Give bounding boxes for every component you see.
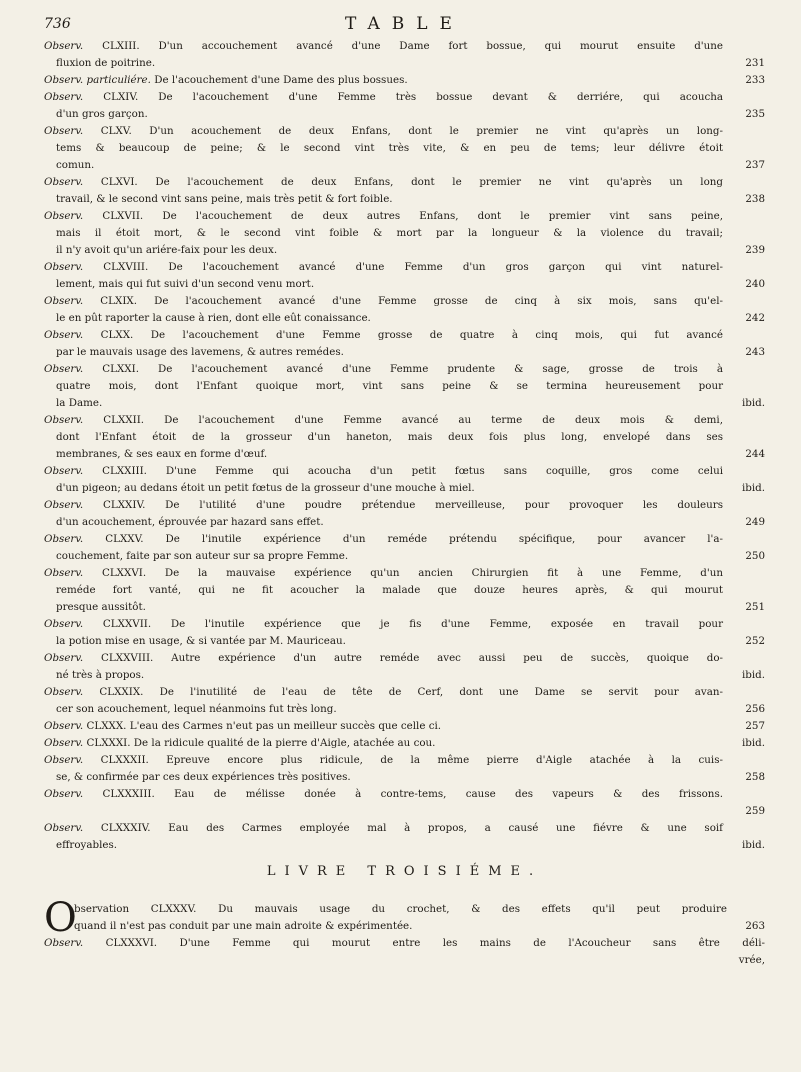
entry-text bbox=[44, 480, 723, 497]
entry-text bbox=[44, 123, 723, 140]
entry-body: né très à propos. bbox=[56, 669, 145, 681]
entry-text bbox=[44, 820, 723, 837]
observation-entry-186 bbox=[44, 935, 765, 952]
table-row bbox=[44, 463, 765, 480]
entry-body: CLXXXII. Epreuve encore plus ridicule, de la même pierre d'Aigle atachée à la cuis- bbox=[83, 754, 723, 766]
entry-page-ref: 240 bbox=[745, 278, 765, 290]
observation-label: Observ. bbox=[44, 533, 84, 545]
entry-body: couchement, faite par son auteur sur sa propre Femme. bbox=[56, 550, 349, 562]
observation-label: Observ. bbox=[44, 414, 84, 426]
entry-text bbox=[44, 378, 723, 395]
observation-label: Observ. bbox=[44, 788, 84, 800]
observation-label: Observ. bbox=[44, 499, 84, 511]
entry-text bbox=[44, 701, 723, 718]
running-head: TABLE bbox=[345, 14, 464, 34]
entry-body: CLXXIX. De l'inutilité de l'eau de tête de Cerf, dont une Dame se servit pour avan- bbox=[83, 686, 723, 698]
table-row bbox=[44, 72, 765, 89]
entry-page-ref: 231 bbox=[745, 57, 765, 69]
entry-body: le en pût raporter la cause à rien, dont elle eût conaissance. bbox=[56, 312, 371, 324]
entry-page-ref: 244 bbox=[745, 448, 765, 460]
table-row bbox=[44, 55, 765, 72]
entry-text bbox=[44, 497, 723, 514]
table-row bbox=[44, 327, 765, 344]
table-row bbox=[44, 208, 765, 225]
table-row bbox=[44, 446, 765, 463]
entry-text bbox=[44, 174, 723, 191]
entry-body bbox=[44, 805, 56, 817]
table-row bbox=[44, 616, 765, 633]
entry-text bbox=[44, 191, 723, 208]
entry-text bbox=[44, 259, 723, 276]
page-number: 736 bbox=[44, 16, 71, 32]
table-row bbox=[44, 378, 765, 395]
table-row bbox=[44, 633, 765, 650]
entry-page-ref: 252 bbox=[745, 635, 765, 647]
page-header bbox=[44, 14, 765, 36]
entry-body: cer son acouchement, lequel néanmoins fut très long. bbox=[56, 703, 337, 715]
entry-page-ref: 243 bbox=[745, 346, 765, 358]
entry-text bbox=[44, 752, 723, 769]
entry-text bbox=[44, 344, 723, 361]
table-row bbox=[44, 361, 765, 378]
observation-entry-185 bbox=[44, 895, 765, 941]
table-row bbox=[44, 752, 765, 769]
table-row bbox=[44, 837, 765, 854]
observation-label: Observ. bbox=[44, 40, 84, 52]
entry-body: De l'acouchement d'une Dame des plus bossues. bbox=[150, 74, 408, 86]
entry-page-ref: 249 bbox=[745, 516, 765, 528]
table-row bbox=[44, 803, 765, 820]
entry-text bbox=[44, 565, 723, 582]
entry-text bbox=[44, 616, 723, 633]
table-row bbox=[44, 140, 765, 157]
entry-body: il n'y avoit qu'un ariére-faix pour les deux. bbox=[56, 244, 278, 256]
entry-text: quand il n'est pas conduit par une main adroite & expérimentée. bbox=[74, 920, 413, 932]
entry-text bbox=[44, 140, 723, 157]
table-row bbox=[44, 157, 765, 174]
entry-text bbox=[44, 225, 723, 242]
table-row bbox=[44, 769, 765, 786]
entry-text bbox=[44, 582, 723, 599]
entry-text bbox=[44, 769, 723, 786]
entry-body: CLXVI. De l'acouchement de deux Enfans, dont le premier ne vint qu'après un long bbox=[83, 176, 723, 188]
observation-label: Observ. bbox=[44, 567, 84, 579]
entry-page-ref: ibid. bbox=[741, 737, 765, 749]
table-row bbox=[44, 395, 765, 412]
entry-page-ref: 251 bbox=[745, 601, 765, 613]
entry-text bbox=[44, 395, 723, 412]
observation-label: Observ. bbox=[44, 737, 84, 749]
table-row bbox=[44, 123, 765, 140]
table-row bbox=[44, 820, 765, 837]
entry-body: CLXVII. De l'acouchement de deux autres Enfans, dont le premier vint sans peine, bbox=[83, 210, 723, 222]
observation-label: Observ. particuliére. bbox=[44, 74, 151, 86]
observation-label: Observ. bbox=[44, 618, 84, 630]
table-row bbox=[44, 412, 765, 429]
entry-body: CLXIX. De l'acouchement avancé d'une Femme grosse de cinq à six mois, sans qu'el- bbox=[83, 295, 723, 307]
table-row bbox=[44, 548, 765, 565]
observation-label: Observ. bbox=[44, 295, 84, 307]
entry-body: CLXXIII. D'une Femme qui acoucha d'un petit fœtus sans coquille, gros come celui bbox=[83, 465, 723, 477]
observation-label: Observ. bbox=[44, 125, 84, 137]
entry-page-ref: ibid. bbox=[741, 482, 765, 494]
table-row bbox=[44, 582, 765, 599]
table-row bbox=[44, 480, 765, 497]
drop-cap: O bbox=[44, 895, 77, 941]
table-row bbox=[44, 89, 765, 106]
observation-label: Observ. bbox=[44, 686, 84, 698]
table-row bbox=[44, 786, 765, 803]
entry-text bbox=[44, 803, 723, 820]
entry-body: CLXXV. De l'inutile expérience d'un reméde prétendu spécifique, pour avancer l'a- bbox=[83, 533, 723, 545]
entry-body: membranes, & ses eaux en forme d'œuf. bbox=[56, 448, 268, 460]
entry-page-ref: 257 bbox=[745, 720, 765, 732]
entry-body: comun. bbox=[56, 159, 95, 171]
table-row bbox=[44, 276, 765, 293]
entry-body: CLXXVI. De la mauvaise expérience qu'un ancien Chirurgien fit à une Femme, d'un bbox=[83, 567, 723, 579]
table-row bbox=[44, 293, 765, 310]
entry-body: travail, & le second vint sans peine, mais très petit & fort foible. bbox=[56, 193, 393, 205]
entry-text bbox=[44, 446, 723, 463]
entry-text bbox=[44, 361, 723, 378]
drop-cap-body bbox=[74, 901, 765, 935]
entry-body: CLXXII. De l'acouchement d'une Femme avancé au terme de deux mois & demi, bbox=[83, 414, 723, 426]
entry-page-ref: 237 bbox=[745, 159, 765, 171]
entry-text bbox=[44, 650, 723, 667]
entry-body: CLXIV. De l'acouchement d'une Femme très bossue devant & derriére, qui acoucha bbox=[83, 91, 723, 103]
entry-text bbox=[44, 310, 723, 327]
table-row bbox=[44, 225, 765, 242]
entry-body: reméde fort vanté, qui ne fit acoucher la malade que douze heures après, & qui mourut bbox=[56, 584, 723, 596]
entry-line bbox=[74, 901, 765, 918]
table-row bbox=[44, 735, 765, 752]
entry-text bbox=[44, 548, 723, 565]
catchword: vrée, bbox=[738, 954, 765, 966]
table-row bbox=[44, 242, 765, 259]
entry-body: quatre mois, dont l'Enfant quoique mort, vint sans peine & se termina heureusement pour bbox=[56, 380, 723, 392]
entry-text bbox=[44, 786, 723, 803]
entry-text bbox=[44, 935, 765, 952]
table-row bbox=[44, 38, 765, 55]
table-row bbox=[44, 344, 765, 361]
entry-body: CLXVIII. De l'acouchement avancé d'une Femme d'un gros garçon qui vint naturel- bbox=[83, 261, 723, 273]
entry-page-ref: 242 bbox=[745, 312, 765, 324]
entry-body: d'un pigeon; au dedans étoit un petit fœtus de la grosseur d'une mouche à miel. bbox=[56, 482, 475, 494]
entry-text bbox=[44, 599, 723, 616]
entry-text bbox=[44, 276, 723, 293]
observation-label: Observ. bbox=[44, 176, 84, 188]
entry-body: CLXX. De l'acouchement d'une Femme grosse de quatre à cinq mois, qui fut avancé bbox=[83, 329, 723, 341]
table-row bbox=[44, 599, 765, 616]
table-row bbox=[44, 310, 765, 327]
entry-body: CLXXI. De l'acouchement avancé d'une Femme prudente & sage, grosse de trois à bbox=[83, 363, 723, 375]
table-row bbox=[44, 650, 765, 667]
observation-label: Observ. bbox=[44, 937, 84, 949]
entry-body: mais il étoit mort, & le second vint foible & mort par la longueur & la violence du travail; bbox=[56, 227, 723, 239]
entry-body: CLXXVIII. Autre expérience d'un autre reméde avec aussi peu de succès, quoique do- bbox=[83, 652, 723, 664]
entry-body: CLXXX. L'eau des Carmes n'eut pas un meilleur succès que celle ci. bbox=[83, 720, 442, 732]
entry-body: CLXXIV. De l'utilité d'une poudre prétendue merveilleuse, pour provoquer les douleurs bbox=[83, 499, 723, 511]
table-row bbox=[44, 106, 765, 123]
table-row bbox=[44, 497, 765, 514]
entry-text bbox=[44, 667, 723, 684]
entry-page-ref: ibid. bbox=[741, 669, 765, 681]
entry-text bbox=[44, 514, 723, 531]
entry-page-ref: ibid. bbox=[741, 839, 765, 851]
entry-text bbox=[44, 633, 723, 650]
entry-body: CLXV. D'un acouchement de deux Enfans, dont le premier ne vint qu'après un long- bbox=[83, 125, 723, 137]
entry-text bbox=[44, 55, 723, 72]
entry-body: la Dame. bbox=[56, 397, 103, 409]
table-row bbox=[44, 565, 765, 582]
entry-body: tems & beaucoup de peine; & le second vint très vite, & en peu de tems; leur délivre étoit bbox=[56, 142, 723, 154]
table-row bbox=[44, 174, 765, 191]
table-row bbox=[44, 429, 765, 446]
table-row bbox=[44, 667, 765, 684]
table-row bbox=[44, 684, 765, 701]
table-entries bbox=[44, 38, 765, 854]
entry-body: presque aussitôt. bbox=[56, 601, 146, 613]
book-title: LIVRE TROISIÉME. bbox=[266, 864, 543, 879]
entry-body: dont l'Enfant étoit de la grosseur d'un haneton, mais deux fois plus long, envelopé dans ses bbox=[56, 431, 723, 443]
observation-label: Observ. bbox=[44, 329, 84, 341]
entry-body: CLXXVII. De l'inutile expérience que je fis d'une Femme, exposée en travail pour bbox=[83, 618, 723, 630]
observation-label: Observ. bbox=[44, 91, 84, 103]
observation-label: Observ. bbox=[44, 720, 84, 732]
entry-body: la potion mise en usage, & si vantée par M. Mauriceau. bbox=[56, 635, 346, 647]
entry-body: CLXXXIV. Eau des Carmes employée mal à propos, a causé une fiévre & une soif bbox=[83, 822, 723, 834]
entry-text bbox=[44, 242, 723, 259]
entry-text bbox=[44, 531, 723, 548]
entry-page-ref: ibid. bbox=[741, 397, 765, 409]
entry-body: par le mauvais usage des lavemens, & autres remédes. bbox=[56, 346, 344, 358]
entry-text bbox=[44, 718, 723, 735]
entry-body: CLXIII. D'un accouchement avancé d'une Dame fort bossue, qui mourut ensuite d'une bbox=[83, 40, 723, 52]
entry-text bbox=[44, 157, 723, 174]
entry-page-ref: 256 bbox=[745, 703, 765, 715]
entry-page-ref: 233 bbox=[745, 74, 765, 86]
entry-body: d'un gros garçon. bbox=[56, 108, 148, 120]
table-row bbox=[44, 191, 765, 208]
entry-text bbox=[44, 684, 723, 701]
entry-page-ref: 259 bbox=[745, 805, 765, 817]
observation-label: Observ. bbox=[44, 754, 84, 766]
entry-page-ref: 250 bbox=[745, 550, 765, 562]
entry-text bbox=[44, 293, 723, 310]
entry-text bbox=[44, 106, 723, 123]
entry-page-ref: 263 bbox=[745, 920, 765, 932]
entry-text bbox=[44, 89, 723, 106]
entry-body: CLXXXI. De la ridicule qualité de la pierre d'Aigle, atachée au cou. bbox=[83, 737, 436, 749]
entry-text bbox=[44, 429, 723, 446]
entry-text: bservation CLXXXV. Du mauvais usage du crochet, & des effets qu'il peut produire bbox=[74, 903, 727, 915]
entry-line bbox=[74, 918, 765, 935]
table-row bbox=[44, 701, 765, 718]
observation-label: Observ. bbox=[44, 652, 84, 664]
observation-label: Observ. bbox=[44, 363, 84, 375]
entry-text bbox=[44, 463, 723, 480]
entry-page-ref: 258 bbox=[745, 771, 765, 783]
entry-body: d'un acouchement, éprouvée par hazard sans effet. bbox=[56, 516, 324, 528]
entry-text bbox=[44, 38, 723, 55]
entry-text bbox=[44, 735, 723, 752]
table-row bbox=[44, 259, 765, 276]
table-row bbox=[44, 514, 765, 531]
table-row bbox=[44, 718, 765, 735]
entry-body: fluxion de poitrine. bbox=[56, 57, 156, 69]
entry-body: CLXXXIII. Eau de mélisse donée à contre-tems, cause des vapeurs & des frissons. bbox=[83, 788, 723, 800]
observation-label: Observ. bbox=[44, 210, 84, 222]
entry-text bbox=[44, 208, 723, 225]
entry-body: se, & confirmée par ces deux expériences très positives. bbox=[56, 771, 351, 783]
entry-page-ref: 235 bbox=[745, 108, 765, 120]
entry-page-ref bbox=[727, 901, 765, 918]
observation-label: Observ. bbox=[44, 822, 84, 834]
entry-body: CLXXXVI. D'une Femme qui mourut entre les mains de l'Acoucheur sans être déli- bbox=[83, 937, 765, 949]
entry-text bbox=[44, 837, 723, 854]
entry-page-ref: 239 bbox=[745, 244, 765, 256]
entry-text bbox=[44, 327, 723, 344]
entry-body: lement, mais qui fut suivi d'un second venu mort. bbox=[56, 278, 315, 290]
entry-body: effroyables. bbox=[56, 839, 118, 851]
entry-text bbox=[44, 72, 723, 89]
table-row bbox=[44, 531, 765, 548]
entry-text bbox=[44, 412, 723, 429]
entry-page-ref: 238 bbox=[745, 193, 765, 205]
observation-label: Observ. bbox=[44, 261, 84, 273]
observation-label: Observ. bbox=[44, 465, 84, 477]
